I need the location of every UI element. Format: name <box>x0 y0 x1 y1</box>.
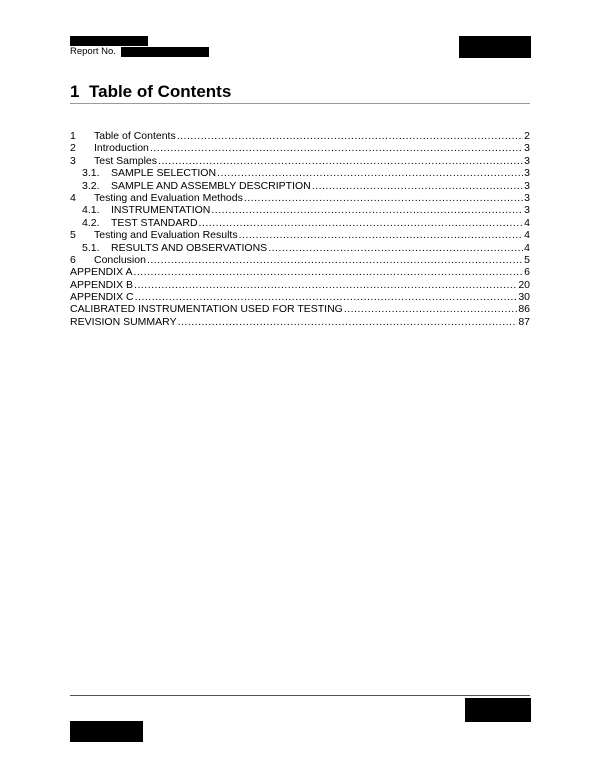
toc-leader-dots <box>150 142 523 154</box>
toc-entry-number: 3.2. <box>82 179 100 192</box>
toc-entry-label: APPENDIX B <box>70 278 134 291</box>
toc-entry[interactable] <box>70 204 530 216</box>
toc-leader-dots <box>147 254 523 266</box>
toc-entry-number: 4.2. <box>82 216 100 229</box>
toc-entry-label: Introduction <box>94 142 149 155</box>
toc-entry-number: 3.1. <box>82 167 100 180</box>
toc-entry-label: INSTRUMENTATION <box>111 204 211 217</box>
toc-entry-page: 5 <box>524 253 530 266</box>
toc-entry[interactable] <box>70 167 530 179</box>
toc-entry[interactable] <box>70 279 530 291</box>
toc-entry-number: 1 <box>70 130 76 142</box>
toc-entry-page: 30 <box>518 291 530 304</box>
toc-leader-dots <box>199 217 524 229</box>
toc-leader-dots <box>158 155 523 167</box>
redacted-footer-text <box>70 721 143 742</box>
toc-entry-page: 3 <box>524 154 530 167</box>
toc-entry-page: 6 <box>524 266 530 279</box>
report-number-label: Report No. <box>70 46 116 57</box>
toc-entry-label: REVISION SUMMARY <box>70 315 177 328</box>
toc-entry-number: 5.1. <box>82 241 100 254</box>
toc-entry-page: 86 <box>518 303 530 316</box>
toc-entry-page: 4 <box>524 216 530 229</box>
toc-leader-dots <box>134 279 517 291</box>
toc-entry-number: 6 <box>70 253 76 266</box>
toc-entry[interactable] <box>70 180 530 192</box>
toc-entry-label: Test Samples <box>94 154 158 167</box>
toc-leader-dots <box>268 242 523 254</box>
toc-entry-number: 5 <box>70 229 76 242</box>
toc-entry-label: Table of Contents <box>94 130 176 142</box>
redacted-report-number <box>121 47 209 57</box>
toc-leader-dots <box>344 303 517 315</box>
toc-leader-dots <box>135 291 518 303</box>
toc-entry-label: TEST STANDARD <box>111 216 198 229</box>
toc-leader-dots <box>133 266 523 278</box>
redaction-block <box>70 36 148 46</box>
title-number: 1 <box>70 82 80 101</box>
toc-entry-label: SAMPLE AND ASSEMBLY DESCRIPTION <box>111 179 311 192</box>
toc-entry-label: APPENDIX C <box>70 291 134 304</box>
page-title <box>70 82 530 104</box>
toc-entry[interactable] <box>70 316 530 328</box>
toc-leader-dots <box>178 316 518 328</box>
redacted-logo <box>459 36 531 58</box>
toc-leader-dots <box>211 204 523 216</box>
toc-entry[interactable] <box>70 155 530 167</box>
toc-entry-page: 3 <box>524 167 530 180</box>
toc-entry-page: 2 <box>524 130 530 142</box>
toc-entry[interactable] <box>70 130 530 142</box>
toc-leader-dots <box>239 229 524 241</box>
toc-entry[interactable] <box>70 242 530 254</box>
toc-entry-page: 4 <box>524 241 530 254</box>
toc-entry[interactable] <box>70 303 530 315</box>
toc-entry-number: 3 <box>70 154 76 167</box>
toc-entry-number: 4.1. <box>82 204 100 217</box>
toc-entry-label: SAMPLE SELECTION <box>111 167 217 180</box>
toc-entry[interactable] <box>70 291 530 303</box>
toc-leader-dots <box>312 180 523 192</box>
title-text: Table of Contents <box>89 82 232 101</box>
toc-entry[interactable] <box>70 254 530 266</box>
toc-leader-dots <box>244 192 523 204</box>
toc-entry-page: 20 <box>518 278 530 291</box>
toc-entry-label: CALIBRATED INSTRUMENTATION USED FOR TESTING <box>70 303 343 316</box>
toc-entry[interactable] <box>70 266 530 278</box>
toc-entry-label: Testing and Evaluation Results <box>94 229 238 242</box>
toc-entry-number: 4 <box>70 191 76 204</box>
toc-entry-label: Conclusion <box>94 253 146 266</box>
toc-entry-page: 3 <box>524 142 530 155</box>
table-of-contents <box>70 130 530 328</box>
toc-leader-dots <box>177 130 523 142</box>
toc-leader-dots <box>217 167 523 179</box>
toc-entry-label: APPENDIX A <box>70 266 133 279</box>
footer-divider <box>70 695 530 696</box>
toc-entry[interactable] <box>70 229 530 241</box>
toc-entry-page: 4 <box>524 229 530 242</box>
toc-entry-number: 2 <box>70 142 76 155</box>
toc-entry-page: 3 <box>524 179 530 192</box>
toc-entry[interactable] <box>70 217 530 229</box>
toc-entry[interactable] <box>70 192 530 204</box>
toc-entry-page: 3 <box>524 191 530 204</box>
toc-entry-label: RESULTS AND OBSERVATIONS <box>111 241 268 254</box>
redacted-footer-logo <box>465 698 531 722</box>
toc-entry-page: 87 <box>518 315 530 328</box>
toc-entry-label: Testing and Evaluation Methods <box>94 191 243 204</box>
toc-entry-page: 3 <box>524 204 530 217</box>
toc-entry[interactable] <box>70 142 530 154</box>
